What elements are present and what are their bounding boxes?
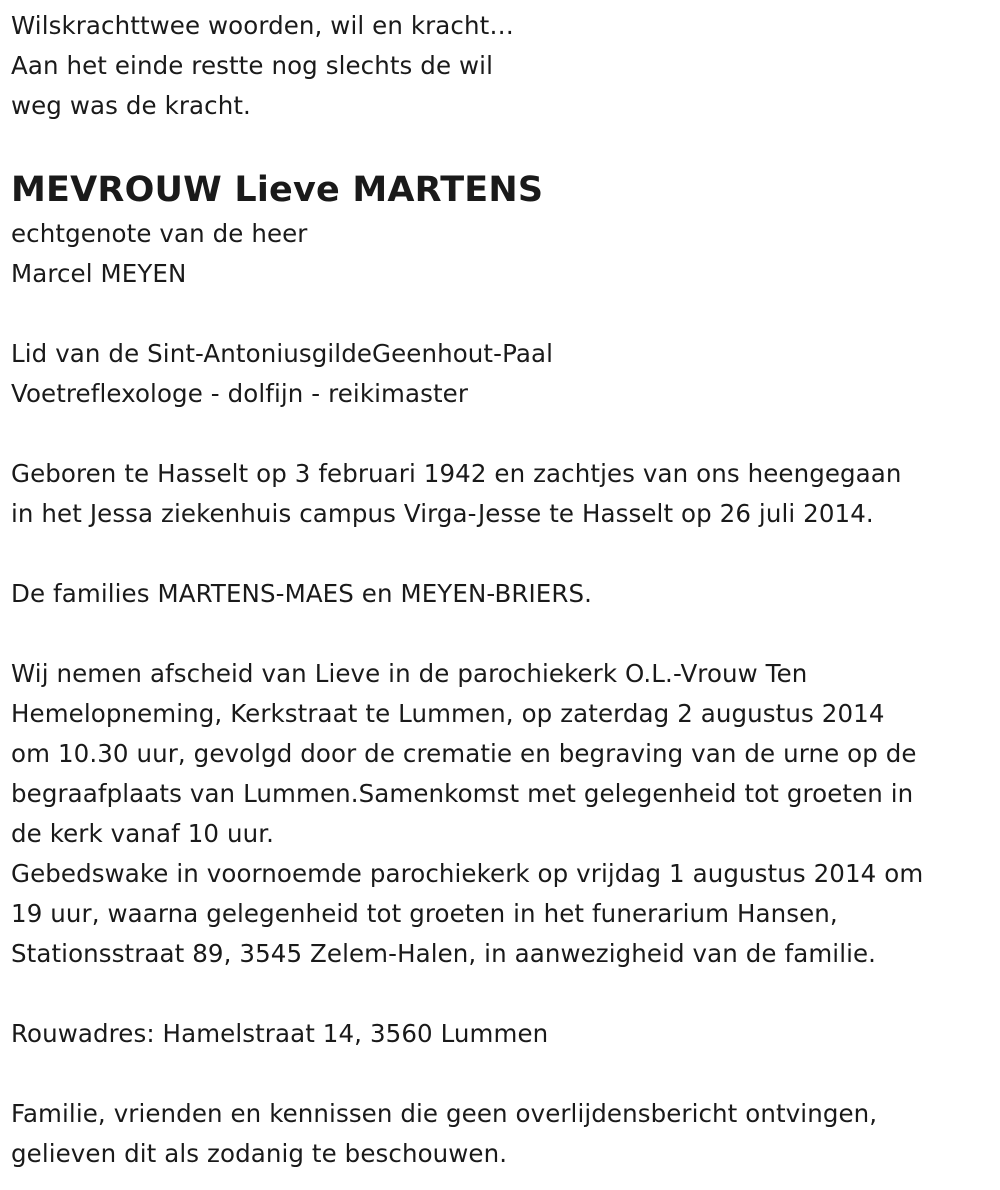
mourning-address: Rouwadres: Hamelstraat 14, 3560 Lummen <box>11 1019 549 1048</box>
poem-line: weg was de kracht. <box>11 91 251 120</box>
families-line: De families MARTENS-MAES en MEYEN-BRIERS. <box>11 579 593 608</box>
wake-line: 19 uur, waarna gelegenheid tot groeten in het funerarium Hansen, <box>11 899 838 928</box>
closing-line: Familie, vrienden en kennissen die geen overlijdensbericht ontvingen, <box>11 1099 878 1128</box>
birth-death-line: Geboren te Hasselt op 3 februari 1942 en zachtjes van ons heengegaan <box>11 459 902 488</box>
birth-death-line: in het Jessa ziekenhuis campus Virga-Jesse te Hasselt op 26 juli 2014. <box>11 499 874 528</box>
closing-line: gelieven dit als zodanig te beschouwen. <box>11 1139 508 1168</box>
poem <box>11 6 993 126</box>
ceremony-line: om 10.30 uur, gevolgd door de crematie en begraving van de urne op de <box>11 739 917 768</box>
ceremony-line: de kerk vanaf 10 uur. <box>11 819 275 848</box>
profession-line: Voetreflexologe - dolfijn - reikimaster <box>11 379 469 408</box>
wake-line: Gebedswake in voornoemde parochiekerk op vrijdag 1 augustus 2014 om <box>11 859 924 888</box>
spacer <box>11 294 993 334</box>
poem-line: Aan het einde restte nog slechts de wil <box>11 51 493 80</box>
ceremony-line: Hemelopneming, Kerkstraat te Lummen, op zaterdag 2 augustus 2014 <box>11 699 885 728</box>
deceased-name: MEVROUW Lieve MARTENS <box>11 170 544 210</box>
wake-line: Stationsstraat 89, 3545 Zelem-Halen, in aanwezigheid van de familie. <box>11 939 877 968</box>
ceremony-line: begraafplaats van Lummen.Samenkomst met gelegenheid tot groeten in <box>11 779 914 808</box>
spacer <box>11 414 993 454</box>
spacer <box>11 974 993 1014</box>
obituary-notice <box>11 6 993 1174</box>
spacer <box>11 1054 993 1094</box>
spouse-name: Marcel MEYEN <box>11 259 187 288</box>
spacer <box>11 534 993 574</box>
spacer <box>11 614 993 654</box>
membership-line: Lid van de Sint-AntoniusgildeGeenhout-Paal <box>11 339 553 368</box>
ceremony-paragraph <box>11 654 993 974</box>
poem-line: Wilskrachttwee woorden, wil en kracht… <box>11 11 514 40</box>
ceremony-line: Wij nemen afscheid van Lieve in de parochiekerk O.L.-Vrouw Ten <box>11 659 808 688</box>
spouse-label: echtgenote van de heer <box>11 219 308 248</box>
